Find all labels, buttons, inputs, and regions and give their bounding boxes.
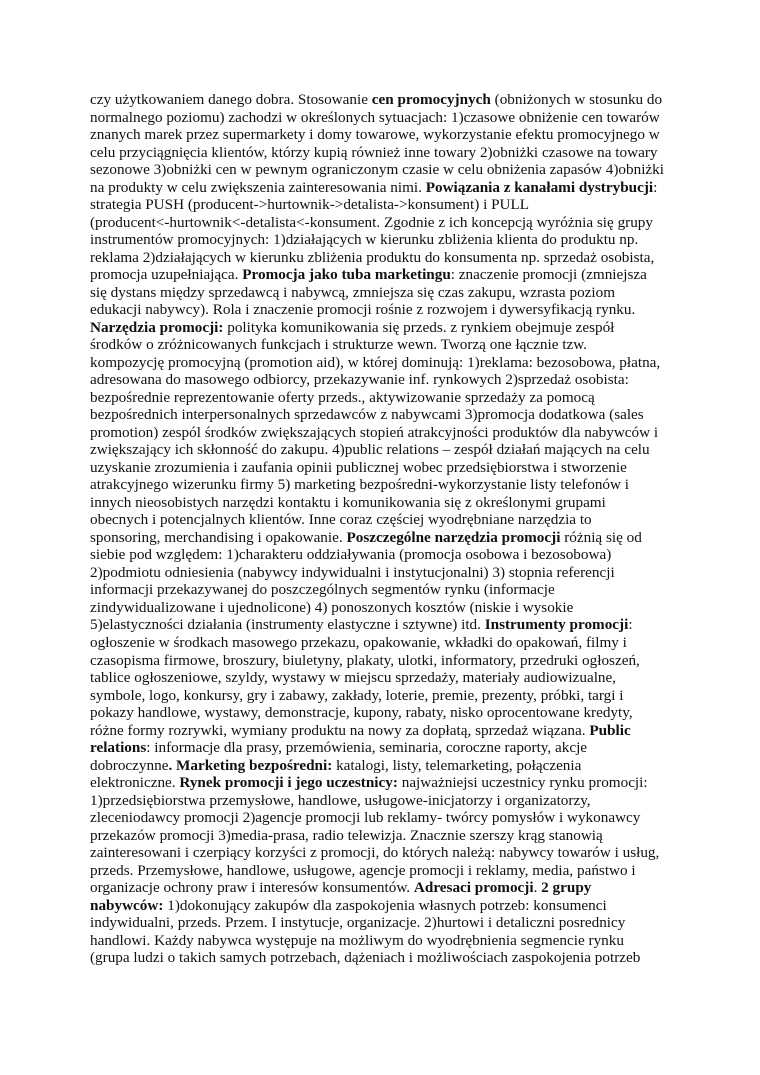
text-run: kompozycję promocyjną (promotion aid), w której dominują: 1)reklama: bezosobowa, płatna, [90, 353, 661, 371]
text-line [90, 844, 659, 861]
bold-heading-run: Powiązania z kanałami dystrybucji [425, 178, 654, 196]
text-line [90, 371, 629, 388]
text-run: się dystans między sprzedawcą i nabywcą, zmniejsza się czas zakupu, wzrasta poziom [90, 283, 616, 301]
text-line [90, 266, 647, 283]
text-run: polityka komunikowania się przeds. z rynkiem obejmuje zespół [223, 318, 615, 336]
text-line [90, 476, 629, 493]
text-run: sponsoring, merchandising i opakowanie. [90, 528, 347, 546]
text-line [90, 284, 615, 301]
text-line [90, 792, 591, 809]
text-run: reklama 2)działających w kierunku zbliżenia produktu do konsumenta np. sprzedaż osobista, [90, 248, 655, 266]
text-run: edukacji nabywcy). Rola i znaczenie promocji rośnie z rozwojem i dywersyfikacją rynku. [90, 301, 636, 319]
text-run: zainteresowani i czerpiący korzyści z promocji, do których należą: nabywcy towarów i usług, [90, 844, 660, 862]
text-line [90, 441, 650, 458]
text-run: (grupa ludzi o takich samych potrzebach, dążeniach i możliwościach zaspokojenia potrzeb [90, 949, 641, 967]
text-line [90, 652, 640, 669]
text-run: środków o zróżnicowanych funkcjach i strukturze wewn. Tworzą one łącznie tzw. [90, 336, 587, 354]
text-line [90, 809, 640, 826]
bold-heading-run: relations [90, 739, 147, 757]
text-line [90, 862, 636, 879]
text-run: zindywidualizowane i ujednolicone) 4) ponoszonych kosztów (niskie i wysokie [90, 598, 574, 616]
text-run: przeds. Przemysłowe, handlowe, usługowe, agencje promocji i reklamy, media, państwo i [90, 861, 636, 879]
text-run: dobroczynne [90, 756, 169, 774]
document-page [90, 91, 680, 967]
bold-heading-run: cen promocyjnych [371, 91, 491, 108]
text-line [90, 144, 657, 161]
text-run: siebie pod względem: 1)charakteru oddziaływania (promocja osobowa i bezosobowa) [90, 546, 612, 564]
text-run: różnią się od [560, 528, 642, 546]
text-run: uzyskanie zrozumienia i zaufania opinii publicznej wobec przedsiębiorstwa i stworzenie [90, 458, 627, 476]
text-run: obecnych i potencjalnych klientów. Inne coraz częściej wyodrębniane narzędzia to [90, 511, 592, 529]
text-line [90, 897, 607, 914]
text-run: instrumentów promocyjnych: 1)działających w kierunku zbliżenia klienta do produktu np. [90, 231, 639, 249]
text-run: (producent<-hurtownik<-detalista<-konsument. Zgodnie z ich koncepcją wyróżnia się grupy [90, 213, 653, 231]
text-run: ogłoszenie w środkach masowego przekazu, opakowanie, wkładki do opakowań, filmy i [90, 633, 627, 651]
text-line [90, 634, 627, 651]
text-line [90, 424, 658, 441]
text-line [90, 91, 662, 108]
text-line [90, 739, 587, 756]
bold-heading-run: Promocja jako tuba marketingu [242, 266, 451, 284]
text-run: pokazy handlowe, wystawy, demonstracje, kupony, rabaty, nisko oprocentowane kredyty, [90, 704, 633, 722]
text-line [90, 879, 591, 896]
text-run: organizacje ochrony praw i interesów konsumentów. [90, 879, 414, 897]
text-run: zleceniodawcy promocji 2)agencje promocji lub reklamy- twórcy pomysłów i wykonawcy [90, 809, 641, 827]
text-line [90, 914, 625, 931]
text-line [90, 827, 603, 844]
text-run: elektroniczne. [90, 774, 180, 792]
text-run: znanych marek przez supermarkety i domy towarowe, wykorzystanie efektu promocyjnego w [90, 126, 660, 144]
text-run: normalnego poziomu) zachodzi w określonych sytuacjach: 1)czasowe obniżenie cen towarów [90, 108, 660, 126]
body-paragraph [90, 91, 680, 967]
text-run: promocja uzupełniająca. [90, 266, 243, 284]
text-line [90, 757, 581, 774]
text-line [90, 319, 614, 336]
text-run: atrakcyjnego wizerunku firmy 5) marketing bezpośredni-wykorzystanie listy telefonów i [90, 476, 629, 494]
text-run: bezpośrednie reprezentowanie oferty przeds., aktywizowanie sprzedaży za pomocą [90, 388, 595, 406]
text-run: 2)podmiotu odniesienia (nabywcy indywidualni i instytucjonalni) 3) stopnia referencji [90, 563, 615, 581]
text-run: handlowi. Każdy nabywca występuje na możliwym do wyodrębnienia segmencie rynku [90, 931, 624, 949]
text-line [90, 354, 660, 371]
text-line [90, 599, 573, 616]
text-run: różne formy rozrywki, wymiany produktu na nowy za dopłatą, sprzedaż wiązana. [90, 721, 590, 739]
text-line [90, 932, 624, 949]
text-line [90, 949, 640, 966]
text-run: 1)przedsiębiorstwa przemysłowe, handlowe, usługowe-inicjatorzy i organizatorzy, [90, 791, 591, 809]
text-run: : znaczenie promocji (zmniejsza [450, 266, 647, 284]
text-line [90, 214, 653, 231]
text-line [90, 126, 660, 143]
text-line [90, 581, 555, 598]
text-run: strategia PUSH (producent->hurtownik->detalista->konsument) i PULL [90, 196, 530, 214]
bold-heading-run: Poszczególne narzędzia promocji [346, 528, 561, 546]
text-line [90, 564, 615, 581]
text-run: tablice ogłoszeniowe, szyldy, wystawy w miejscu sprzedaży, materiały audiowizualne, [90, 669, 617, 687]
bold-heading-run: nabywców: [90, 896, 164, 914]
text-line [90, 511, 592, 528]
text-run: indywidualni, przeds. Przem. I instytucje, organizacje. 2)hurtowi i detaliczni posrednicy [90, 914, 626, 932]
bold-heading-run: Public [589, 721, 631, 739]
text-line [90, 774, 648, 791]
text-run: : [628, 616, 633, 634]
bold-heading-run: 2 grupy [541, 879, 592, 897]
text-line [90, 459, 627, 476]
text-line [90, 249, 654, 266]
text-run: innych nieosobistych narzędzi kontaktu i komunikowania się z określonymi grupami [90, 493, 606, 511]
text-run: . [533, 879, 542, 897]
text-line [90, 389, 595, 406]
text-line [90, 494, 606, 511]
text-line [90, 546, 611, 563]
text-run: informacji przekazywanej do poszczególnych segmentów rynku (informacje [90, 581, 555, 599]
bold-heading-run: Adresaci promocji [413, 879, 534, 897]
text-line [90, 722, 631, 739]
text-run: (obniżonych w stosunku do [490, 91, 663, 108]
text-run: symbole, logo, konkursy, gry i zabawy, zakłady, loterie, premie, prezenty, próbki, targi i [90, 686, 624, 704]
text-line [90, 687, 624, 704]
text-line [90, 301, 635, 318]
text-line [90, 109, 660, 126]
text-run: bezpośrednich interpersonalnych sprzedawców z nabywcami 3)promocja dodatkowa (sales [90, 406, 644, 424]
text-run: najważniejsi uczestnicy rynku promocji: [397, 774, 648, 792]
bold-heading-run: . Marketing bezpośredni: [168, 756, 333, 774]
text-line [90, 529, 642, 546]
text-run: : informacje dla prasy, przemówienia, seminaria, coroczne raporty, akcje [146, 739, 588, 757]
bold-heading-run: Narzędzia promocji: [90, 318, 224, 336]
text-line [90, 704, 633, 721]
text-line [90, 406, 644, 423]
text-line [90, 196, 529, 213]
text-run: na produkty w celu zwiększenia zainteresowania nimi. [90, 178, 426, 196]
text-run: 1)dokonujący zakupów dla zaspokojenia własnych potrzeb: konsumenci [163, 896, 607, 914]
text-line [90, 336, 587, 353]
text-run: przekazów promocji 3)media-prasa, radio telewizja. Znacznie szerszy krąg stanowią [90, 826, 603, 844]
text-run: zwiększający ich skłonność do zakupu. 4)public relations – zespół działań mających na celu [90, 441, 650, 459]
text-run: promotion) zespól środków zwiększających stopień atrakcyjności produktów dla nabywców i [90, 423, 659, 441]
text-line [90, 669, 616, 686]
text-run: : [653, 178, 658, 196]
text-line [90, 161, 664, 178]
text-run: katalogi, listy, telemarketing, połączenia [332, 756, 582, 774]
text-run: 5)elastyczności działania (instrumenty elastyczne i sztywne) itd. [90, 616, 485, 634]
text-run: celu przyciągnięcia klientów, którzy kupią również inne towary 2)obniżki czasowe na towary [90, 143, 658, 161]
text-run: adresowana do masowego odbiorcy, przekazywanie inf. rynkowych 2)sprzedaż osobista: [90, 371, 629, 389]
text-line [90, 179, 657, 196]
text-line [90, 231, 638, 248]
text-run: czy użytkowaniem danego dobra. Stosowanie [90, 91, 372, 108]
text-run: czasopisma firmowe, broszury, biuletyny, plakaty, ulotki, informatory, przedruki ogłoszeń, [90, 651, 640, 669]
text-run: sezonowe 3)obniżki cen w pewnym ograniczonym czasie w celu obniżenia zapasów 4)obniżki [90, 161, 664, 179]
bold-heading-run: Instrumenty promocji [484, 616, 629, 634]
text-line [90, 616, 633, 633]
bold-heading-run: Rynek promocji i jego uczestnicy: [179, 774, 398, 792]
